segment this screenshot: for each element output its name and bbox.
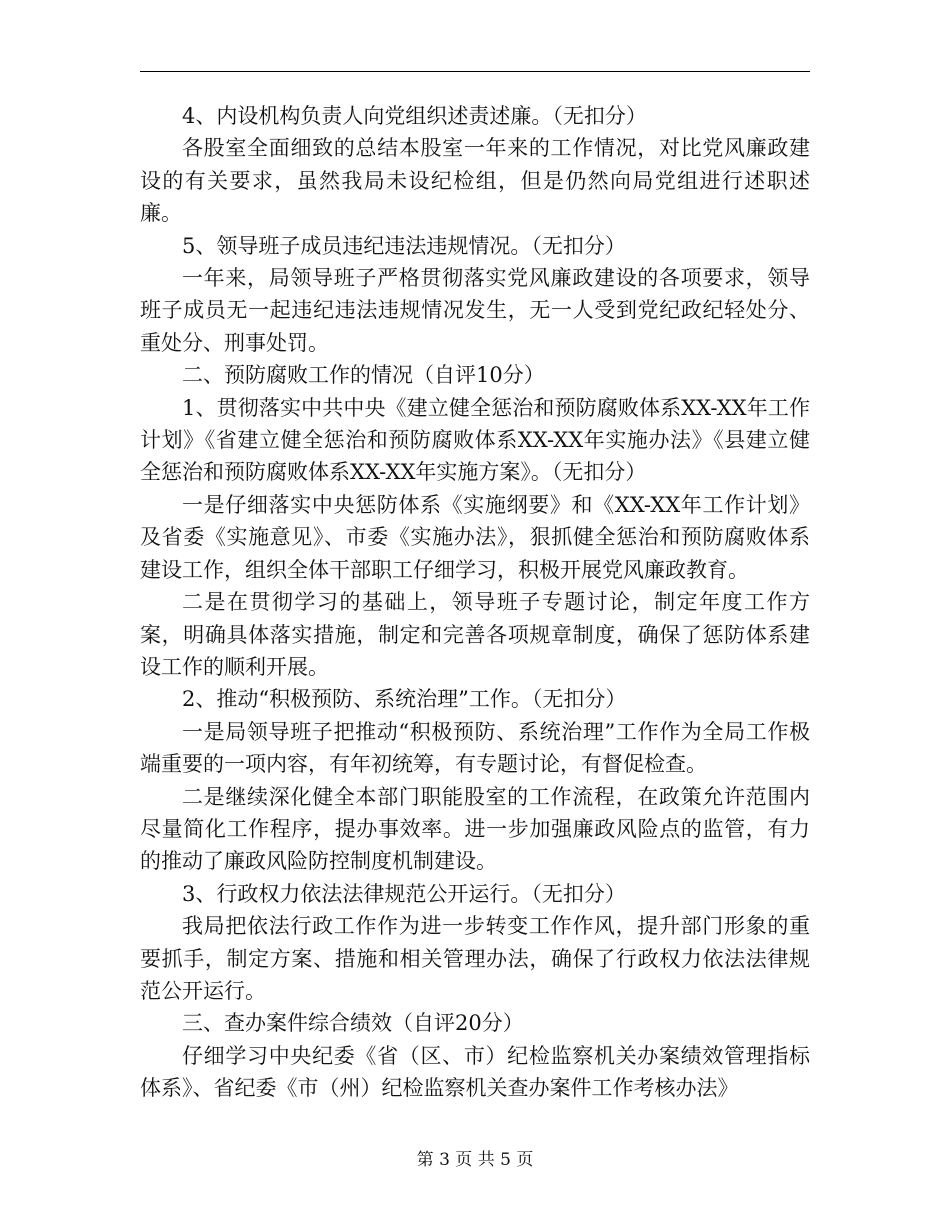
paragraph: 2、推动“积极预防、系统治理”工作。（无扣分）: [182, 687, 627, 712]
paragraph: 仔细学习中央纪委《省（区、市）纪检监察机关办案绩效管理指标体系》、省纪委《市（州）纪检监察机关查办案件工作考核办法》: [140, 1043, 810, 1101]
page-footer: 第 3 页 共 5 页: [416, 1150, 534, 1170]
paragraph: 二是在贯彻学习的基础上，领导班子专题讨论，制定年度工作方案，明确具体落实措施，制定和完善各项规章制度，确保了惩防体系建设工作的顺利开展。: [140, 590, 810, 679]
paragraph: 各股室全面细致的总结本股室一年来的工作情况，对比党风廉政建设的有关要求，虽然我局未设纪检组，但是仍然向局党组进行述职述廉。: [140, 136, 810, 226]
paragraph: 一是局领导班子把推动“积极预防、系统治理”工作作为全局工作极端重要的一项内容，有年初统筹，有专题讨论，有督促检查。: [140, 719, 810, 777]
section-heading: 二、预防腐败工作的情况（自评10分）: [182, 363, 545, 388]
paragraph: 5、领导班子成员违纪违法违规情况。（无扣分）: [182, 233, 626, 258]
paragraph: 一年来，局领导班子严格贯彻落实党风廉政建设的各项要求，领导班子成员无一起违纪违法违规情况发生，无一人受到党纪政纪轻处分、重处分、刑事处罚。: [140, 266, 810, 355]
paragraph: 我局把依法行政工作作为进一步转变工作作风，提升部门形象的重要抓手，制定方案、措施和相关管理办法，确保了行政权力依法法律规范公开运行。: [140, 914, 810, 1003]
body-text: [140, 100, 810, 1105]
paragraph: 3、行政权力依法法律规范公开运行。（无扣分）: [182, 881, 626, 906]
paragraph: 一是仔细落实中央惩防体系《实施纲要》和《XX-XX年工作计划》及省委《实施意见》、市委《实施办法》，狠抓健全惩治和预防腐败体系建设工作，组织全体干部职工仔细学习，积极开展党风廉政教育。: [140, 492, 810, 582]
paragraph: 4、内设机构负责人向党组织述责述廉。（无扣分）: [182, 104, 647, 128]
section-heading: 三、查办案件综合绩效（自评20分）: [182, 1011, 524, 1036]
header-rule: [140, 71, 810, 72]
paragraph: 二是继续深化健全本部门职能股室的工作流程，在政策允许范围内尽量简化工作程序，提办事效率。进一步加强廉政风险点的监管，有力的推动了廉政风险防控制度机制建设。: [140, 784, 810, 874]
paragraph: 1、贯彻落实中共中央《建立健全惩治和预防腐败体系XX-XX年工作计划》《省建立健全惩治和预防腐败体系XX-XX年实施办法》《县建立健全惩治和预防腐败体系XX-XX年实施方案》。（无扣分）: [140, 395, 810, 485]
